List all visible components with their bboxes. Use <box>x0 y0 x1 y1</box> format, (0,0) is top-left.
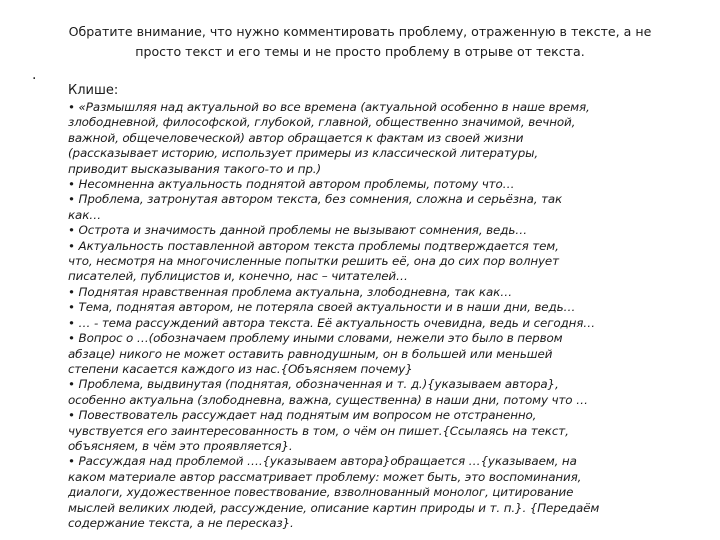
cliche-line: объясняем, в чём это проявляется}. <box>68 438 293 453</box>
cliche-line: • Вопрос о …(обозначаем проблему иными словами, нежели это было в первом <box>68 331 563 346</box>
cliche-line: писателей, публицистов и, конечно, нас – читателей… <box>68 269 408 284</box>
cliche-line: (рассказывает историю, использует примеры из классической литературы, <box>68 146 539 161</box>
cliche-line: • Проблема, затронутая автором текста, без сомнения, сложна и серьёзна, так <box>68 192 563 207</box>
cliche-line: • Повествователь рассуждает над поднятым им вопросом не отстраненно, <box>68 408 537 423</box>
cliche-line: каком материале автор рассматривает проблему: может быть, это воспоминания, <box>68 469 582 484</box>
cliche-line: абзаце) никого не может оставить равнодушным, он в большей или меньшей <box>68 346 553 361</box>
cliche-line: • Тема, поднятая автором, не потеряла своей актуальности и в наши дни, ведь… <box>68 300 576 315</box>
cliche-line: • … - тема рассуждений автора текста. Её актуальность очевидна, ведь и сегодня… <box>68 315 596 330</box>
cliche-line: степени касается каждого из нас.{Объясняем почему} <box>68 361 413 376</box>
cliche-line: что, несмотря на многочисленные попытки решить её, она до сих пор волнует <box>68 254 559 269</box>
cliche-line: • Актуальность поставленной автором текста проблемы подтверждается тем, <box>68 238 559 253</box>
cliche-line: • Поднятая нравственная проблема актуальна, злободневна, так как… <box>68 284 512 299</box>
cliche-line: • Острота и значимость данной проблемы не вызывают сомнения, ведь… <box>68 223 527 238</box>
cliche-line: диалоги, художественное повествование, взволнованный монолог, цитирование <box>68 485 574 500</box>
cliche-line: злободневной, философской, глубокой, главной, общественно значимой, вечной, <box>68 115 576 130</box>
cliche-line: • Несомненна актуальность поднятой автором проблемы, потому что… <box>68 177 515 192</box>
cliche-line: приводит высказывания такого-то и пр.) <box>68 161 321 176</box>
cliche-line: особенно актуальна (злободневна, важна, существенна) в наши дни, потому что … <box>68 392 588 407</box>
cliche-line: важной, общечеловеческой) автор обращается к фактам из своей жизни <box>68 130 524 145</box>
cliche-line: • Проблема, выдвинутая (поднятая, обозначенная и т. д.){указываем автора}, <box>68 377 559 392</box>
intro-paragraph <box>50 22 670 62</box>
cliche-line: • Рассуждая над проблемой ….{указываем автора}обращается …{указываем, на <box>68 454 577 469</box>
cliche-line: чувствуется его заинтересованность в том, о чём он пишет.{Ссылаясь на текст, <box>68 423 569 438</box>
cliche-heading: Клише: <box>68 83 119 98</box>
cliche-line: • «Размышляя над актуальной во все времена (актуальной особенно в наше время, <box>68 100 590 114</box>
cliche-line: содержание текста, а не пересказ}. <box>68 515 294 530</box>
intro-line: Обратите внимание, что нужно комментировать проблему, отраженную в тексте, а не <box>68 24 652 39</box>
cliche-line: мыслей великих людей, рассуждение, описание картин природы и т. п.}. {Передаём <box>68 500 600 515</box>
cliche-line: как… <box>68 207 102 222</box>
bullet-dot: . <box>32 67 37 83</box>
intro-line: просто текст и его темы и не просто проблему в отрыве от текста. <box>135 44 585 59</box>
cliche-section <box>68 82 688 531</box>
cliche-list <box>68 100 688 531</box>
